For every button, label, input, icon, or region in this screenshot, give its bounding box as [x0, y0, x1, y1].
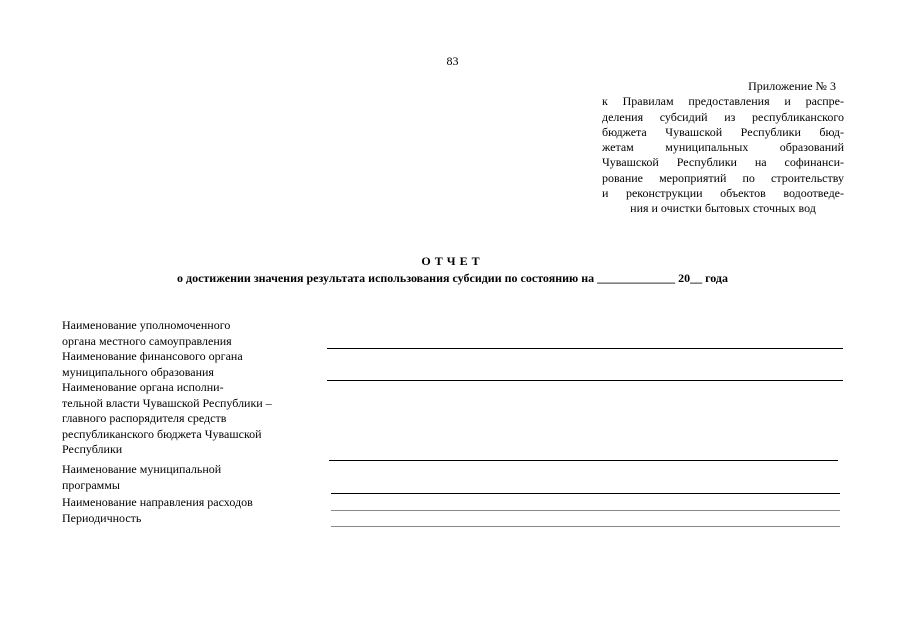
- authorized-body-label: [62, 318, 232, 349]
- label-line: программы: [62, 477, 120, 492]
- executive-body-field[interactable]: [329, 460, 838, 461]
- periodicity-field[interactable]: [331, 526, 840, 527]
- appendix-line: бюджета Чувашской Республики бюд-: [602, 124, 844, 139]
- authorized-body-field[interactable]: [327, 348, 843, 349]
- appendix-line: ния и очистки бытовых сточных вод: [630, 201, 816, 216]
- label-line: Наименование органа исполни-: [62, 380, 224, 394]
- report-subtitle: о достижении значения результата использования субсидии по состоянию на _____________ 20__ года: [177, 271, 728, 285]
- label-line: Наименование направления расходов: [62, 495, 253, 509]
- label-line: Республики: [62, 442, 123, 456]
- appendix-line: к Правилам предоставления и распре-: [602, 94, 844, 109]
- municipal-program-label: [62, 462, 221, 493]
- appendix-line: Чувашской Республики на софинанси-: [602, 155, 844, 170]
- appendix-line: рование мероприятий по строительству: [602, 170, 844, 185]
- appendix-line: жетам муниципальных образований: [602, 140, 844, 155]
- label-line: главного распорядителя средств: [62, 411, 227, 425]
- expense-direction-field[interactable]: [331, 510, 840, 511]
- label-line: Наименование муниципальной: [62, 462, 222, 476]
- appendix-title: Приложение № 3: [748, 79, 836, 93]
- municipal-program-field[interactable]: [331, 493, 840, 494]
- label-line: Наименование уполномоченного: [62, 318, 231, 332]
- label-line: республиканского бюджета Чувашской: [62, 426, 262, 441]
- page-number: 83: [446, 54, 459, 68]
- expense-direction-label: [62, 495, 253, 511]
- financial-body-field[interactable]: [327, 380, 843, 381]
- appendix-block: [602, 79, 844, 217]
- appendix-line: и реконструкции объектов водоотведе-: [602, 186, 844, 201]
- executive-body-label: [62, 380, 272, 458]
- label-line: органа местного самоуправления: [62, 333, 232, 348]
- periodicity-label: [62, 511, 141, 527]
- appendix-line: деления субсидий из республиканского: [602, 109, 844, 124]
- label-line: тельной власти Чувашской Республики –: [62, 395, 272, 410]
- label-line: муниципального образования: [62, 364, 214, 379]
- label-line: Наименование финансового органа: [62, 349, 243, 363]
- financial-body-label: [62, 349, 243, 380]
- label-line: Периодичность: [62, 511, 142, 525]
- report-title: ОТЧЕТ: [421, 254, 484, 268]
